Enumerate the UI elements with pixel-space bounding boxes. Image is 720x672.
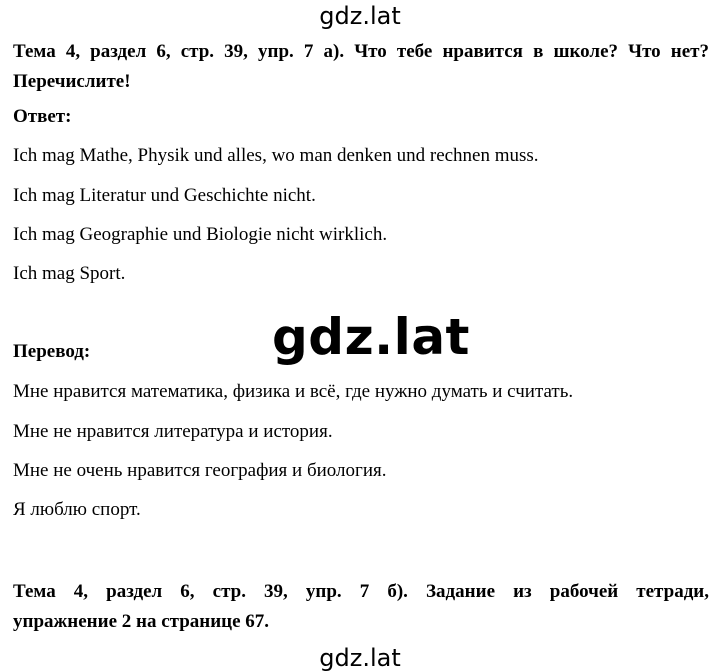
task-b-heading (13, 577, 709, 637)
watermark-bottom: gdz.lat (319, 644, 401, 672)
answer-line-1: Ich mag Mathe, Physik und alles, wo man denken und rechnen muss. (13, 145, 539, 166)
translation-line-2: Мне не нравится литература и история. (13, 421, 333, 442)
translation-line-4: Я люблю спорт. (13, 499, 141, 520)
translation-line-1: Мне нравится математика, физика и всё, где нужно думать и считать. (13, 381, 574, 402)
answer-line-4: Ich mag Sport. (13, 263, 126, 284)
watermark-middle: gdz.lat (272, 308, 470, 366)
task-a-heading (13, 37, 709, 97)
task-a-heading-line2: Перечислите! (13, 71, 131, 92)
task-b-heading-line2: упражнение 2 на странице 67. (13, 611, 270, 632)
watermark-top: gdz.lat (319, 2, 401, 30)
answer-line-3: Ich mag Geographie und Biologie nicht wirklich. (13, 224, 388, 245)
translation-label: Перевод: (13, 341, 91, 362)
task-a-heading-line1: Тема 4, раздел 6, стр. 39, упр. 7 а). Что тебе нравится в школе? Что нет? (13, 41, 709, 62)
translation-line-3: Мне не очень нравится география и биология. (13, 460, 387, 481)
answer-line-2: Ich mag Literatur und Geschichte nicht. (13, 185, 316, 206)
answer-label: Ответ: (13, 106, 72, 127)
task-b-heading-line1: Тема 4, раздел 6, стр. 39, упр. 7 б). Задание из рабочей тетради, (13, 581, 709, 602)
